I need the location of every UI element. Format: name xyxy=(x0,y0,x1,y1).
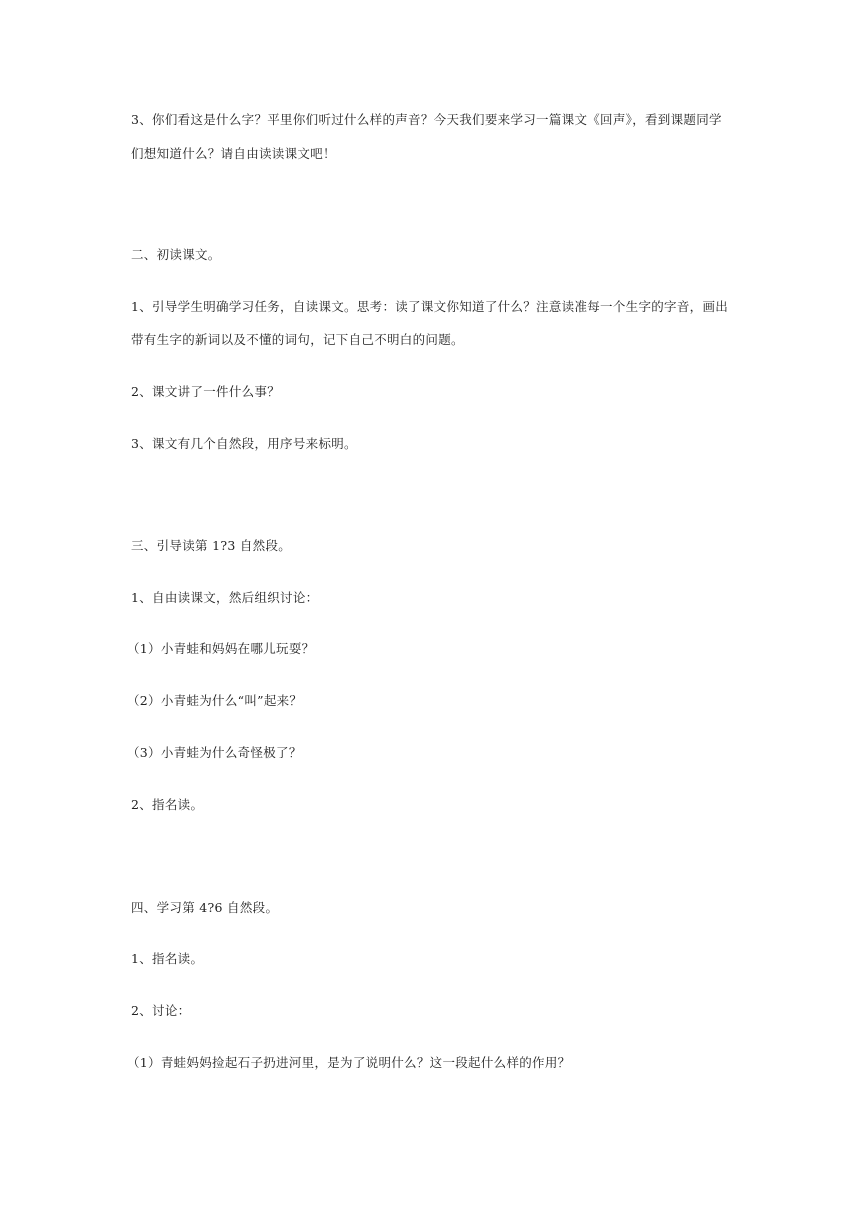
sub-item-line: （3）小青蛙为什么奇怪极了？ xyxy=(127,745,302,760)
paragraph-line: 1、自由读课文，然后组织讨论： xyxy=(131,590,319,605)
sub-item-line: （2）小青蛙为什么“叫”起来？ xyxy=(127,693,303,708)
section-heading: 二、初读课文。 xyxy=(131,247,221,262)
section-heading: 四、学习第 4?6 自然段。 xyxy=(131,900,279,915)
paragraph-line: 1、指名读。 xyxy=(131,951,204,966)
paragraph-line: 1、引导学生明确学习任务，自读课文。思考：读了课文你知道了什么？注意读准每一个生字的字音，画出 xyxy=(131,299,729,314)
section-heading: 三、引导读第 1?3 自然段。 xyxy=(131,538,292,553)
paragraph-line: 2、指名读。 xyxy=(131,797,204,812)
paragraph-line: 2、讨论： xyxy=(131,1003,191,1018)
paragraph-line: 带有生字的新词以及不懂的词句，记下自己不明白的问题。 xyxy=(131,332,464,347)
paragraph-line: 3、课文有几个自然段，用序号来标明。 xyxy=(131,436,357,451)
paragraph-line: 们想知道什么？请自由读读课文吧！ xyxy=(131,146,336,161)
paragraph-line: 3、你们看这是什么字？平里你们听过什么样的声音？今天我们要来学习一篇课文《回声》，看到课题同学 xyxy=(131,112,722,127)
paragraph-line: 2、课文讲了一件什么事？ xyxy=(131,384,281,399)
sub-item-line: （1）小青蛙和妈妈在哪儿玩耍？ xyxy=(127,641,315,656)
sub-item-line: （1）青蛙妈妈捡起石子扔进河里，是为了说明什么？这一段起什么样的作用？ xyxy=(127,1055,571,1070)
